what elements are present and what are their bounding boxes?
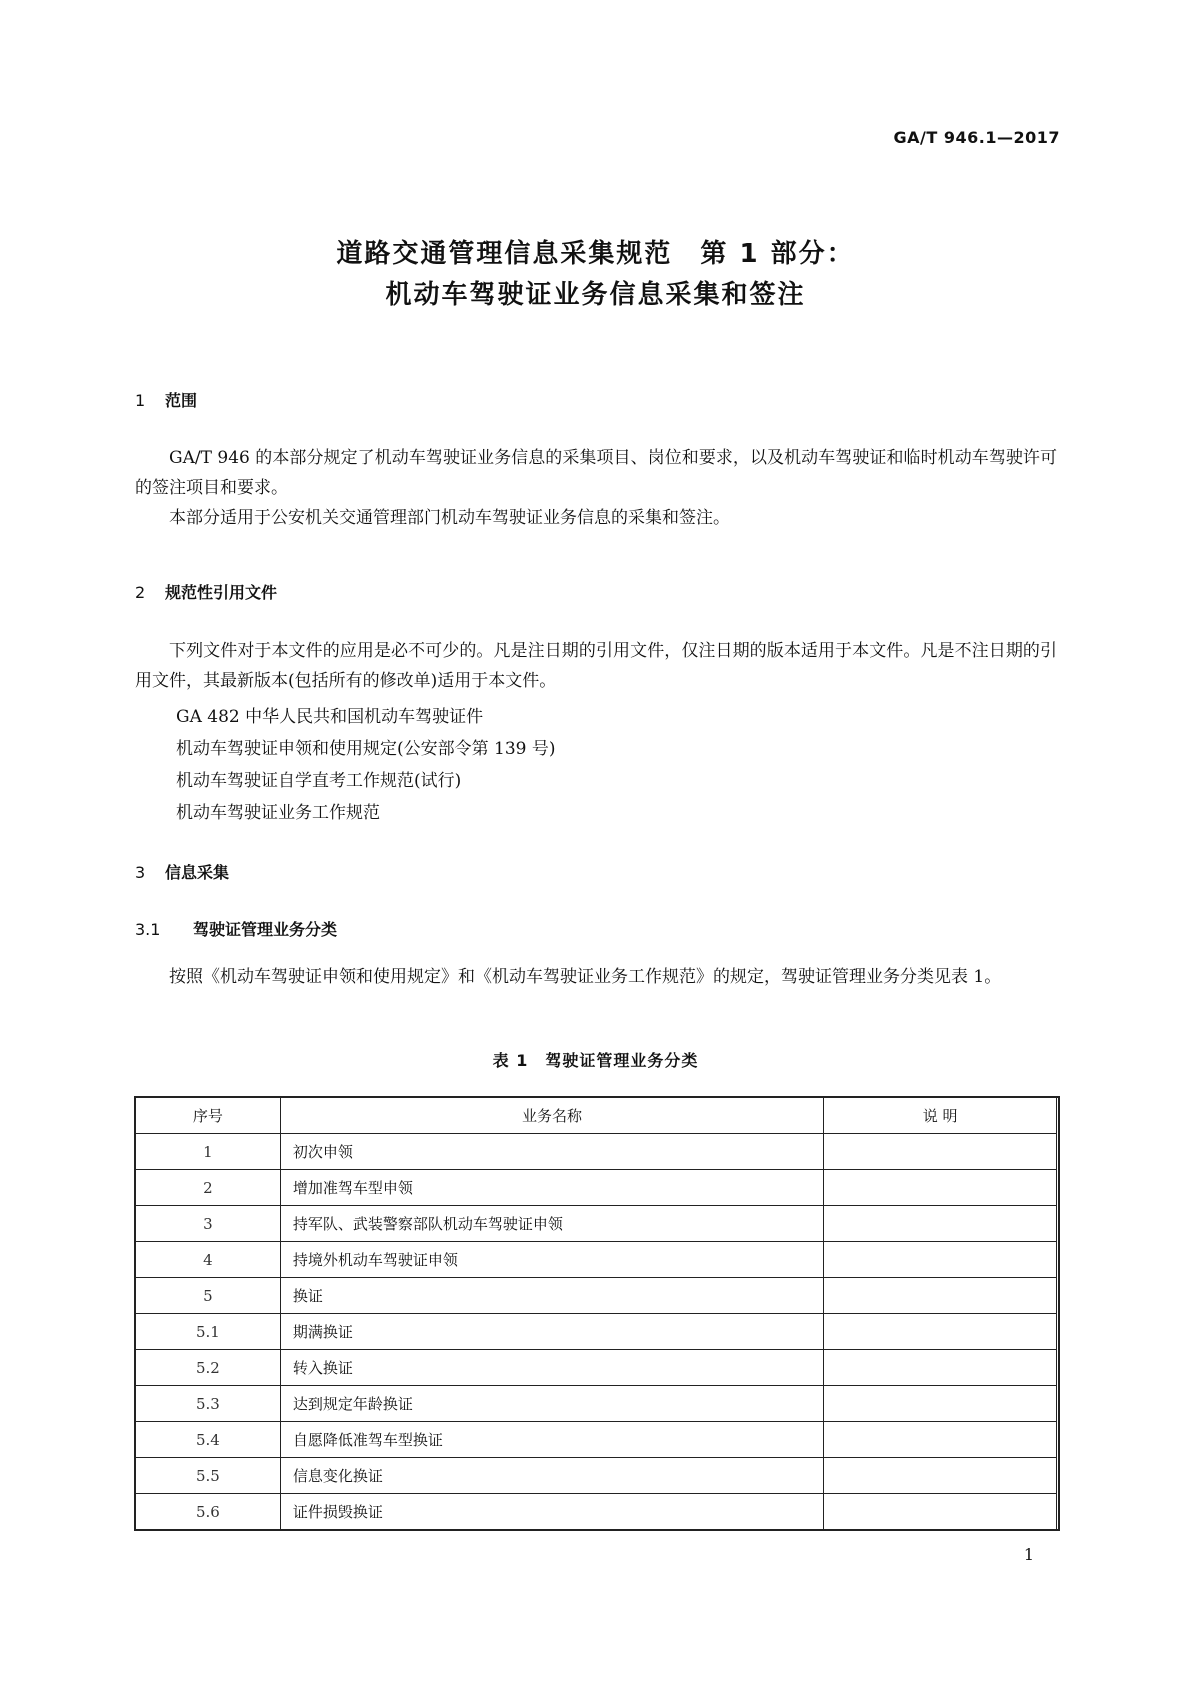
table-row xyxy=(136,1458,1057,1494)
note-cell xyxy=(824,1170,1057,1206)
note-cell xyxy=(824,1314,1057,1350)
table-row xyxy=(136,1422,1057,1458)
seq-cell: 4 xyxy=(136,1242,281,1278)
note-cell xyxy=(824,1350,1057,1386)
note-cell xyxy=(824,1242,1057,1278)
note-cell xyxy=(824,1386,1057,1422)
reference-item: 机动车驾驶证自学直考工作规范(试行) xyxy=(176,771,462,791)
section-1-heading xyxy=(135,388,197,411)
section-title: 驾驶证管理业务分类 xyxy=(193,920,338,939)
section-title: 范围 xyxy=(165,391,198,410)
seq-cell: 5.2 xyxy=(136,1350,281,1386)
note-cell xyxy=(824,1458,1057,1494)
name-cell: 信息变化换证 xyxy=(280,1458,823,1494)
seq-cell: 5.5 xyxy=(136,1458,281,1494)
reference-item: 机动车驾驶证业务工作规范 xyxy=(176,803,380,823)
section-number: 2 xyxy=(135,583,146,602)
table-header-row xyxy=(136,1098,1057,1134)
name-cell: 转入换证 xyxy=(280,1350,823,1386)
seq-cell: 5.6 xyxy=(136,1494,281,1530)
name-cell: 换证 xyxy=(280,1278,823,1314)
section-1-paragraph-1: GA/T 946 的本部分规定了机动车驾驶证业务信息的采集项目、岗位和要求，以及机动车驾驶证和临时机动车驾驶许可的签注项目和要求。 xyxy=(135,448,1057,498)
note-cell xyxy=(824,1206,1057,1242)
table-row xyxy=(136,1134,1057,1170)
table-row xyxy=(136,1170,1057,1206)
section-title: 规范性引用文件 xyxy=(165,583,278,602)
section-number: 3.1 xyxy=(135,920,161,939)
seq-cell: 5.3 xyxy=(136,1386,281,1422)
reference-item: GA 482 中华人民共和国机动车驾驶证件 xyxy=(176,707,484,727)
table-row xyxy=(136,1278,1057,1314)
business-classification-table xyxy=(135,1097,1057,1530)
seq-cell: 3 xyxy=(136,1206,281,1242)
seq-cell: 1 xyxy=(136,1134,281,1170)
column-header-name: 业务名称 xyxy=(280,1098,823,1134)
page-number: 1 xyxy=(1023,1545,1034,1564)
note-cell xyxy=(824,1278,1057,1314)
section-3-1-heading xyxy=(135,917,337,940)
note-cell xyxy=(824,1134,1057,1170)
table-row xyxy=(136,1350,1057,1386)
seq-cell: 5.1 xyxy=(136,1314,281,1350)
name-cell: 证件损毁换证 xyxy=(280,1494,823,1530)
document-title-line-1: 道路交通管理信息采集规范 第 1 部分： xyxy=(336,239,855,269)
section-number: 1 xyxy=(135,391,146,410)
name-cell: 初次申领 xyxy=(280,1134,823,1170)
table-row xyxy=(136,1386,1057,1422)
name-cell: 增加准驾车型申领 xyxy=(280,1170,823,1206)
column-header-note: 说 明 xyxy=(824,1098,1057,1134)
note-cell xyxy=(824,1422,1057,1458)
reference-item: 机动车驾驶证申领和使用规定(公安部令第 139 号) xyxy=(176,739,556,759)
column-header-seq: 序号 xyxy=(136,1098,281,1134)
note-cell xyxy=(824,1494,1057,1530)
name-cell: 自愿降低准驾车型换证 xyxy=(280,1422,823,1458)
table-caption: 表 1 驾驶证管理业务分类 xyxy=(492,1051,699,1070)
seq-cell: 5.4 xyxy=(136,1422,281,1458)
section-title: 信息采集 xyxy=(165,863,230,882)
section-2-heading xyxy=(135,580,277,603)
document-title-line-2: 机动车驾驶证业务信息采集和签注 xyxy=(385,280,806,310)
seq-cell: 2 xyxy=(136,1170,281,1206)
name-cell: 持境外机动车驾驶证申领 xyxy=(280,1242,823,1278)
table-row xyxy=(136,1494,1057,1530)
name-cell: 期满换证 xyxy=(280,1314,823,1350)
name-cell: 达到规定年龄换证 xyxy=(280,1386,823,1422)
section-2-paragraph-1: 下列文件对于本文件的应用是必不可少的。凡是注日期的引用文件，仅注日期的版本适用于本文件。凡是不注日期的引用文件，其最新版本(包括所有的修改单)适用于本文件。 xyxy=(135,641,1057,691)
seq-cell: 5 xyxy=(136,1278,281,1314)
section-3-heading xyxy=(135,860,229,883)
table-row xyxy=(136,1314,1057,1350)
section-3-1-paragraph-1: 按照《机动车驾驶证申领和使用规定》和《机动车驾驶证业务工作规范》的规定，驾驶证管理业务分类见表 1。 xyxy=(169,967,1002,987)
standard-number: GA/T 946.1—2017 xyxy=(893,128,1060,147)
table-row xyxy=(136,1242,1057,1278)
section-number: 3 xyxy=(135,863,146,882)
section-1-paragraph-2: 本部分适用于公安机关交通管理部门机动车驾驶证业务信息的采集和签注。 xyxy=(169,508,730,528)
name-cell: 持军队、武装警察部队机动车驾驶证申领 xyxy=(280,1206,823,1242)
table-row xyxy=(136,1206,1057,1242)
